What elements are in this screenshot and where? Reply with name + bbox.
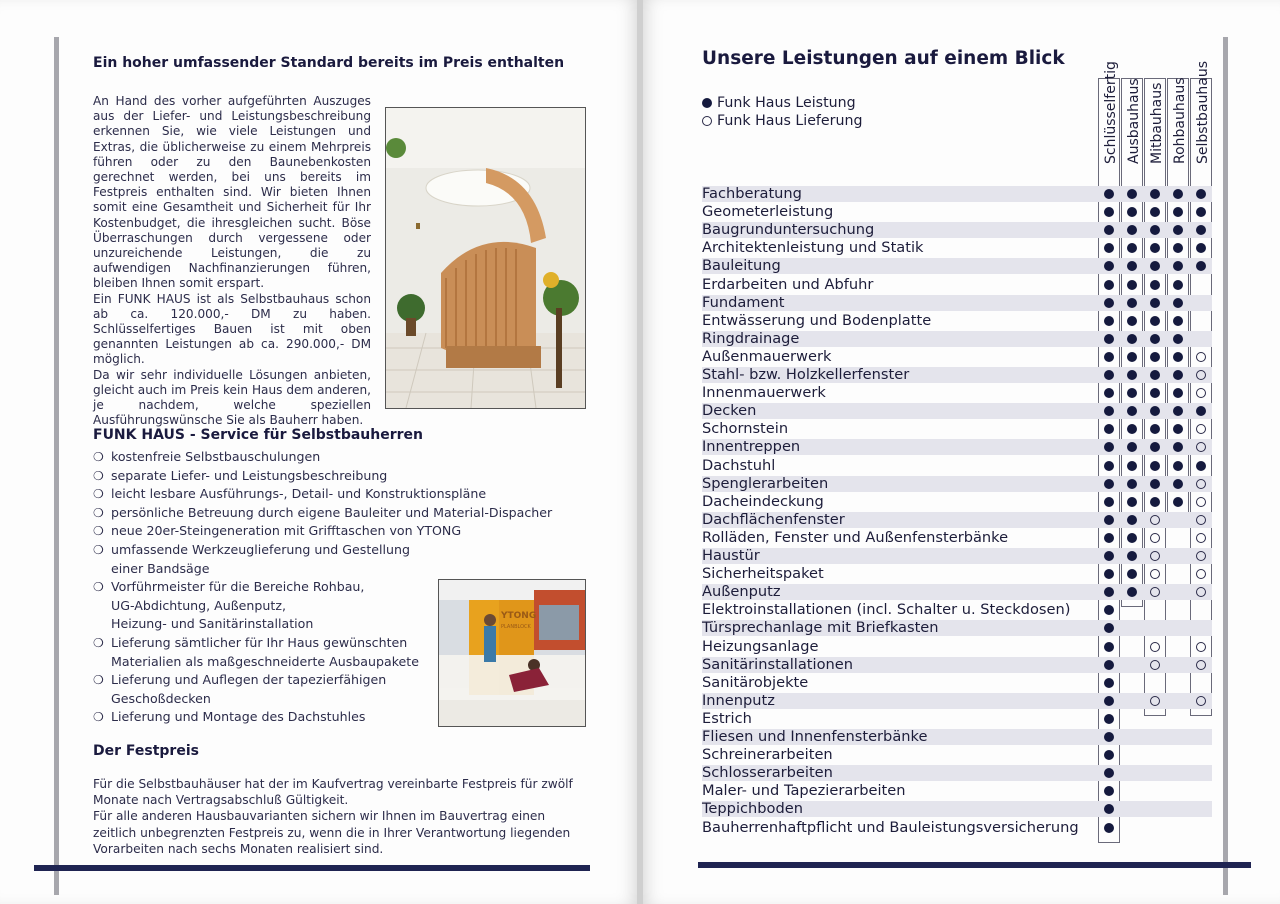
service-item-text: Heizung- und Sanitärinstallation [111,616,314,632]
filled-dot-icon [1173,316,1183,326]
column-header: Selbstbauhaus [1195,60,1211,164]
table-row-label: Spenglerarbeiten [702,474,829,492]
filled-dot-icon [1104,334,1114,344]
table-row-label: Schreinerarbeiten [702,746,833,764]
filled-dot-icon [1104,280,1114,290]
filled-dot-icon [1127,515,1137,525]
filled-dot-icon [1150,370,1160,380]
filled-dot-icon [1173,352,1183,362]
empty-dot-icon [1196,642,1206,652]
circle-bullet-icon: ❍ [93,450,104,464]
filled-dot-icon [1196,461,1206,471]
table-row-label: Bauherrenhaftpflicht und Bauleistungsversicherung [702,818,1079,836]
empty-dot-icon [1150,660,1160,670]
table-row-label: Geometerleistung [702,203,834,221]
column-header: Schlüsselfertig [1103,61,1119,164]
filled-dot-icon [1150,298,1160,308]
overview-title: Unsere Leistungen auf einem Blick [702,48,1065,69]
empty-dot-icon [1196,696,1206,706]
table-row-label: Sanitärinstallationen [702,655,853,673]
left-page [0,0,637,904]
table-row-label: Dacheindeckung [702,492,824,510]
filled-dot-icon [1104,370,1114,380]
filled-dot-icon [1127,461,1137,471]
filled-dot-icon [1150,280,1160,290]
filled-dot-icon [1127,316,1137,326]
circle-bullet-icon: ❍ [93,468,104,483]
column-header: Mitbauhaus [1149,82,1165,164]
filled-dot-icon [1150,189,1160,199]
table-row-label: Rolläden, Fenster und Außenfensterbänke [702,528,1009,546]
empty-dot-icon [1196,551,1206,561]
table-row-label: Schornstein [702,420,789,438]
spiral-staircase-photo [385,107,586,409]
filled-dot-icon [1104,714,1114,724]
festpreis-text [93,776,590,857]
empty-dot-icon [1196,497,1206,507]
staircase-illustration [386,108,585,408]
service-item [93,522,552,541]
filled-dot-icon [1104,298,1114,308]
empty-dot-icon [1150,642,1160,652]
ytong-illustration [439,580,585,726]
table-row-label: Dachflächenfenster [702,510,845,528]
filled-dot-icon [1150,461,1160,471]
intro-paragraph: An Hand des vorher aufgeführten Auszuges aus der Liefer- und Leistungsbeschreibung erkennen Sie, wie viele Leistungen und Extras, die üblicherweise zu einem Mehrpreis führen oder zu den Baunebenkosten gerechnet werden, bei uns bereits im Festpreis enthalten sind. Wir bieten Ihnen somit eine Gesamtheit und Sicherheit für Ihr Kostenbudget, die ihresgleichen sucht. Böse Überraschungen durch vergessene oder unzureichende Leistungen, die zu aufwendigen Nachfinanzierungen führen, bleiben Ihnen somit erspart. [93,94,371,291]
empty-dot-icon [1196,533,1206,543]
table-row-label: Außenputz [702,583,781,601]
left-bottom-rule [34,865,590,871]
service-item [93,467,552,486]
right-bottom-rule [698,862,1251,868]
service-item-text: Materialien als maßgeschneiderte Ausbaupakete [111,653,419,669]
festpreis-paragraph: Für die Selbstbauhäuser hat der im Kaufvertrag vereinbarte Festpreis für zwölf Monate nach Vertragsabschluß Gültigkeit. [93,777,573,808]
circle-bullet-icon: ❍ [93,635,104,650]
service-item-text: Vorführmeister für die Bereiche Rohbau, [111,579,365,595]
empty-dot-icon [1196,370,1206,380]
table-row-label: Entwässerung und Bodenplatte [702,311,932,329]
filled-dot-icon [1104,461,1114,471]
table-row-label: Estrich [702,709,752,727]
table-row-label: Teppichboden [702,800,803,818]
filled-dot-icon [1173,280,1183,290]
circle-bullet-icon: ❍ [93,710,104,725]
table-row-label: Baugrunduntersuchung [702,221,875,239]
filled-dot-icon [1104,316,1114,326]
filled-dot-icon [1196,189,1206,199]
circle-bullet-icon: ❍ [93,542,104,557]
filled-dot-icon [1104,732,1114,742]
table-row-label: Dachstuhl [702,456,776,474]
table-row-label: Außenmauerwerk [702,347,832,365]
filled-dot-icon [1104,189,1114,199]
service-item-text: persönliche Betreuung durch eigene Bauleiter und Material-Dispacher [111,504,553,520]
service-item-text: leicht lesbare Ausführungs-, Detail- und Konstruktionspläne [111,486,487,502]
filled-dot-icon [1127,370,1137,380]
service-item-text: UG-Abdichtung, Außenputz, [111,597,286,613]
filled-dot-icon [1150,497,1160,507]
filled-dot-icon [1104,479,1114,489]
right-vertical-rule [1223,37,1228,895]
service-item-text: umfassende Werkzeuglieferung und Gestellung [111,541,411,557]
circle-bullet-icon: ❍ [93,524,104,539]
empty-dot-icon [1150,533,1160,543]
table-row-label: Erdarbeiten und Abfuhr [702,275,874,293]
table-row-label: Innenputz [702,691,775,709]
ytong-sign-subtext: PLANBLOCK [501,624,531,630]
intro-paragraph: Ein FUNK HAUS ist als Selbstbauhaus schon ab ca. 120.000,- DM zu haben. Schlüsselfertiges Bauen ist mit oben genannten Leistungen ab ca. 290.000,- DM möglich. [93,291,371,367]
filled-dot-icon [1127,533,1137,543]
filled-dot-icon [702,98,712,108]
festpreis-heading: Der Festpreis [93,743,199,759]
empty-dot-icon [1196,352,1206,362]
table-row-label: Fachberatung [702,185,802,202]
filled-dot-icon [1173,497,1183,507]
festpreis-paragraph: Für alle anderen Hausbauvarianten sichern wir Ihnen im Bauvertrag einen zeitlich unbegrenzten Festpreis zu, wenn die in Ihrer Verantwortung liegenden Vorarbeiten nach sechs Monaten realisiert sind. [93,809,571,856]
table-row-label: Haustür [702,547,760,564]
empty-dot-icon [1196,479,1206,489]
filled-dot-icon [1104,678,1114,688]
service-heading: FUNK HAUS - Service für Selbstbauherren [93,427,424,443]
filled-dot-icon [1104,660,1114,670]
legend-label: Funk Haus Lieferung [717,113,863,129]
service-item-text: Lieferung sämtlicher für Ihr Haus gewünschten [111,634,408,650]
filled-dot-icon [1127,280,1137,290]
filled-dot-icon [1173,189,1183,199]
empty-dot-icon [1196,660,1206,670]
empty-dot-icon [702,116,712,126]
filled-dot-icon [1104,533,1114,543]
intro-text [93,94,371,428]
table-row-label: Schlosserarbeiten [702,764,833,782]
service-item [93,448,552,467]
service-item [93,541,552,578]
left-vertical-rule [54,37,59,895]
table-row-label: Innenmauerwerk [702,384,826,402]
filled-dot-icon [1104,642,1114,652]
service-item [93,504,552,523]
filled-dot-icon [1173,298,1183,308]
filled-dot-icon [1150,334,1160,344]
legend-item-empty [702,112,862,130]
filled-dot-icon [1150,316,1160,326]
table-row-label: Fliesen und Innenfensterbänke [702,728,928,745]
empty-dot-icon [1150,696,1160,706]
service-item-text: einer Bandsäge [111,560,210,576]
service-item-text: neue 20er-Steingeneration mit Grifftaschen von YTONG [111,523,462,539]
row-stripe [702,693,1212,709]
table-row-label: Architektenleistung und Statik [702,239,924,257]
filled-dot-icon [1127,479,1137,489]
filled-dot-icon [1104,515,1114,525]
filled-dot-icon [1104,497,1114,507]
filled-dot-icon [1127,298,1137,308]
table-row-label: Maler- und Tapezierarbeiten [702,782,906,800]
filled-dot-icon [1127,497,1137,507]
filled-dot-icon [1104,696,1114,706]
table-row-label: Fundament [702,293,785,311]
circle-bullet-icon: ❍ [93,505,104,520]
filled-dot-icon [1127,189,1137,199]
empty-dot-icon [1150,515,1160,525]
service-item-text: separate Liefer- und Leistungsbeschreibung [111,467,388,483]
legend-item-full [702,94,862,112]
legend [702,94,862,130]
table-row-label: Decken [702,402,757,420]
empty-dot-icon [1196,515,1206,525]
filled-dot-icon [1150,352,1160,362]
service-item [93,485,552,504]
filled-dot-icon [1104,352,1114,362]
table-row-label: Sanitärobjekte [702,673,809,691]
filled-dot-icon [1173,334,1183,344]
page-title-standard: Ein hoher umfassender Standard bereits im Preis enthalten [93,55,565,71]
filled-dot-icon [1127,334,1137,344]
filled-dot-icon [1104,823,1114,833]
service-item-text: Geschoßdecken [111,690,211,706]
filled-dot-icon [1104,551,1114,561]
circle-bullet-icon: ❍ [93,487,104,502]
column-header: Ausbauhaus [1126,78,1142,164]
service-item-text: Lieferung und Montage des Dachstuhles [111,709,366,725]
table-row-label: Stahl- bzw. Holzkellerfenster [702,366,910,383]
table-row-label: Bauleitung [702,257,781,275]
empty-dot-icon [1150,551,1160,561]
legend-label: Funk Haus Leistung [717,95,856,111]
filled-dot-icon [1127,551,1137,561]
filled-dot-icon [1150,479,1160,489]
table-row-label: Sicherheitspaket [702,565,824,583]
filled-dot-icon [1173,461,1183,471]
circle-bullet-icon: ❍ [93,673,104,688]
column-header: Rohbauhaus [1172,77,1188,164]
table-row-label: Elektroinstallationen (incl. Schalter u. Steckdosen) [702,601,1071,619]
table-row-label: Heizungsanlage [702,637,819,655]
filled-dot-icon [1173,370,1183,380]
circle-bullet-icon: ❍ [93,580,104,595]
filled-dot-icon [1127,352,1137,362]
table-row-label: Türsprechanlage mit Briefkasten [702,619,939,637]
ytong-sign-text: YTONG [501,611,537,621]
table-row-label: Innentreppen [702,438,801,456]
filled-dot-icon [1173,479,1183,489]
table-row-label: Ringdrainage [702,329,800,347]
service-item-text: Lieferung und Auflegen der tapezierfähigen [111,672,387,688]
intro-paragraph: Da wir sehr individuelle Lösungen anbieten, gleicht auch im Preis kein Haus dem anderen, je nachdem, welche speziellen Ausführungswünsche Sie als Bauherr haben. [93,367,371,428]
service-item-text: kostenfreie Selbstbauschulungen [111,449,321,464]
ytong-delivery-photo [438,579,586,727]
